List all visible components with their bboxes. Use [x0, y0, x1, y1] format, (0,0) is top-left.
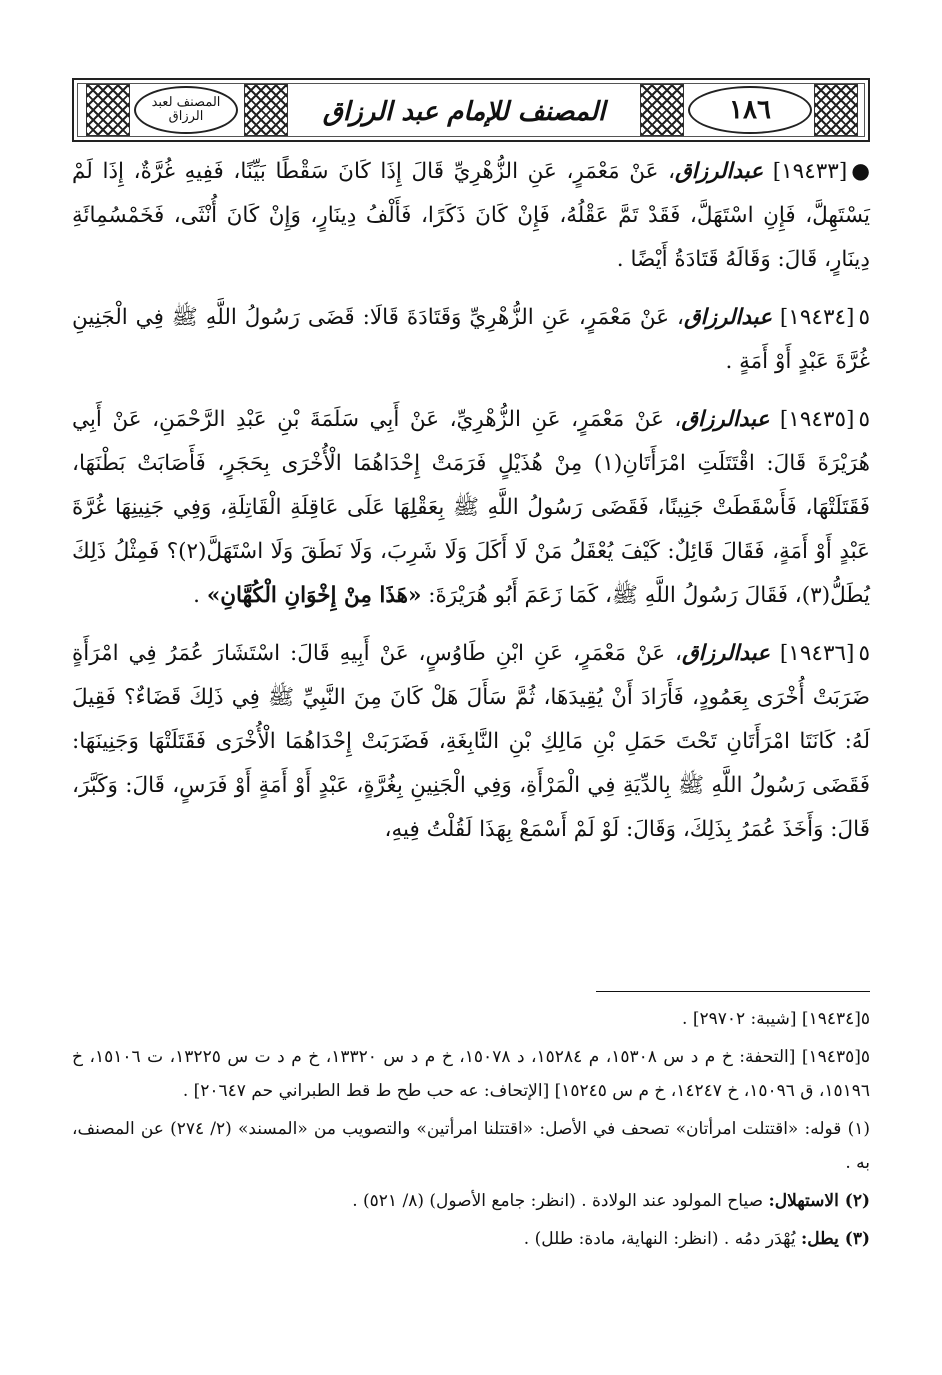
- hadith-author: عبدالرزاق: [681, 407, 770, 432]
- hadith-entry: [72, 150, 870, 282]
- hadith-marker: ٥: [858, 641, 870, 666]
- hadith-end: .: [193, 583, 207, 608]
- footnote: ٥[١٩٤٣٤] [شيبة: ٢٩٧٠٢] .: [682, 1009, 870, 1029]
- page-number: ١٨٦: [729, 95, 771, 125]
- footnote-definition: يُهْدَر دمُه . (انظر: النهاية، مادة: طلل) .: [523, 1229, 802, 1249]
- book-seal-text: المصنف لعبد الرزاق: [151, 95, 221, 124]
- footnote: ٥[١٩٤٣٥] [التحفة: خ م د س ١٥٣٠٨، م ١٥٢٨٤، د ١٥٠٧٨، خ م د س ١٣٣٢٠، خ م د ت س ١٣٢٢٥، ت ١٥١٠٦، خ ١٥١٩٦، ق ١٥٠٩٦، خ ١٤٢٤٧، خ م س ١٥٢٤٥] [الإتحاف: عه حب طح ط قط الطبراني حم ٢٠٦٤٧] .: [72, 1047, 870, 1101]
- hadith-text: ، عَنْ مَعْمَرٍ، عَنِ الزُّهْرِيِّ قَالَ إِذَا كَانَ سَقْطًا بَيِّنًا، فَفِيهِ غُرَّةٌ، إِذَا لَمْ يَسْتَهِلَّ، فَإِنِ اسْتَهَلَّ، فَقَدْ تَمَّ عَقْلُهُ، فَإِنْ كَانَ ذَكَرًا، فَأَلْفُ دِينَارٍ، وَإِنْ كَانَ أُنْثَى، فَخَمْسُمِائَةِ دِينَارٍ، قَالَ: وَقَالَهُ قَتَادَةُ أَيْضًا .: [72, 159, 870, 272]
- hadith-marker: ●: [851, 159, 870, 184]
- main-text: [72, 150, 870, 866]
- hadith-text: ، عَنْ مَعْمَرٍ، عَنِ الزُّهْرِيِّ وَقَتَادَةَ قَالَا: قَضَى رَسُولُ اللَّهِ ﷺ فِي الْجَنِينِ غُرَّةَ عَبْدٍ أَوْ أَمَةٍ .: [72, 305, 870, 374]
- hadith-text: ، عَنْ مَعْمَرٍ، عَنِ الزُّهْرِيِّ، عَنْ أَبِي سَلَمَةَ بْنِ عَبْدِ الرَّحْمَنِ، عَنْ أَبِي هُرَيْرَةَ قَالَ: اقْتَتَلَتِ امْرَأَتَانِ(١) مِنْ هُذَيْلٍ فَرَمَتْ إِحْدَاهُمَا الْأُخْرَى بِحَجَرٍ، فَأَصَابَتْ بَطْنَهَا، فَقَتَلَتْهَا، فَأَسْقَطَتْ جَنِينًا، فَقَضَى رَسُولُ اللَّهِ ﷺ بِعَقْلِهَا عَلَى عَاقِلَةِ الْقَاتِلَةِ، وَفِي جَنِينِهَا غُرَّةَ عَبْدٍ أَوْ أَمَةٍ، فَقَالَ قَائِلٌ: كَيْفَ يُعْقَلُ مَنْ لَا أَكَلَ وَلَا شَرِبَ، وَلَا نَطَقَ وَلَا اسْتَهَلَّ(٢)؟ فَمِثْلُ ذَلِكَ يُطَلُّ(٣)، فَقَالَ رَسُولُ اللَّهِ ﷺ، كَمَا زَعَمَ أَبُو هُرَيْرَةَ:: [72, 407, 870, 608]
- hadith-number: [١٩٤٣٥]: [779, 407, 855, 432]
- footnote-divider: [596, 991, 870, 992]
- hadith-quote: «هَذَا مِنْ إِخْوَانِ الْكُهَّانِ»: [206, 583, 422, 608]
- hadith-author: عبدالرزاق: [675, 159, 764, 184]
- page-title-text: المصنف للإمام عبد الرزاق: [322, 97, 606, 127]
- hadith-entry: [72, 398, 870, 618]
- ornament-icon: [86, 84, 130, 136]
- hadith-number: [١٩٤٣٣]: [772, 159, 848, 184]
- hadith-text: ، عَنْ مَعْمَرٍ، عَنِ ابْنِ طَاوُسٍ، عَنْ أَبِيهِ قَالَ: اسْتَشَارَ عُمَرُ فِي امْرَأَةٍ ضَرَبَتْ أُخْرَى بِعَمُودٍ، فَأَرَادَ أَنْ يُقِيدَهَا، ثُمَّ سَأَلَ هَلْ كَانَ مِنَ النَّبِيِّ ﷺ فِي ذَلِكَ قَضَاءٌ؟ فَقِيلَ لَهُ: كَانَتَا امْرَأَتَانِ تَحْتَ حَمَلِ بْنِ مَالِكِ بْنِ النَّابِغَةِ، فَضَرَبَتْ إِحْدَاهُمَا الْأُخْرَى فَقَتَلَتْهَا وَجَنِينَهَا: فَقَضَى رَسُولُ اللَّهِ ﷺ بِالدِّيَةِ فِي الْمَرْأَةِ، وَفِي الْجَنِينِ بِغُرَّةٍ، عَبْدٍ أَوْ أَمَةٍ أَوْ فَرَسٍ، قَالَ: وَكَبَّرَ، قَالَ: وَأَخَذَ عُمَرُ بِذَلِكَ، وَقَالَ: لَوْ لَمْ أَسْمَعْ بِهَذَا لَقُلْتُ فِيهِ،: [72, 641, 870, 842]
- book-seal: [134, 86, 238, 134]
- hadith-author: عبدالرزاق: [683, 305, 772, 330]
- hadith-number: [١٩٤٣٤]: [779, 305, 855, 330]
- page-number-badge: [688, 86, 812, 134]
- hadith-number: [١٩٤٣٦]: [779, 641, 855, 666]
- ornament-icon: [814, 84, 858, 136]
- ornament-icon: [244, 84, 288, 136]
- footnote: [72, 1184, 870, 1218]
- hadith-marker: ٥: [858, 407, 870, 432]
- footnote: [72, 1222, 870, 1256]
- page-title: [290, 88, 638, 136]
- footnote-definition: صياح المولود عند الولادة . (انظر: جامع الأصول) (٨/ ٥٢١) .: [352, 1191, 769, 1211]
- hadith-entry: [72, 632, 870, 852]
- hadith-author: عبدالرزاق: [681, 641, 771, 666]
- footnotes: [72, 1002, 870, 1260]
- footnote-term: (٢) الاستهلال:: [768, 1191, 870, 1211]
- ornament-icon: [640, 84, 684, 136]
- footnote-term: (٣) يطل:: [801, 1229, 870, 1249]
- running-header: [72, 78, 870, 142]
- hadith-marker: ٥: [858, 305, 870, 330]
- footnote: (١) قوله: «اقتتلت امرأتان» تصحف في الأصل: «اقتتلنا امرأتين» والتصويب من «المسند» (٢/ ٢٧٤) عن المصنف، به .: [72, 1119, 870, 1173]
- hadith-entry: [72, 296, 870, 384]
